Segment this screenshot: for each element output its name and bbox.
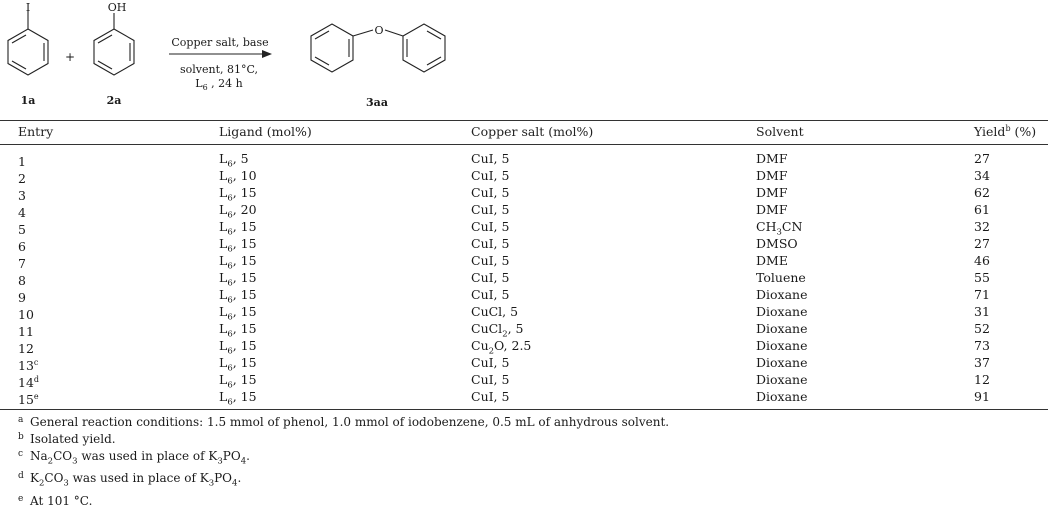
footnote: a General reaction conditions: 1.5 mmol of phenol, 1.0 mmol of iodobenzene, 0.5 mL of anhydrous solvent. xyxy=(18,415,670,429)
hydroxyl-label: OH xyxy=(107,1,127,14)
cell-yield: 73 xyxy=(974,338,990,353)
cell-yield: 34 xyxy=(974,168,990,183)
table-row xyxy=(0,320,1048,340)
cell-ligand: $L_6$, 15 xyxy=(219,355,257,374)
cell-yield: 37 xyxy=(974,355,990,370)
cell-yield: 91 xyxy=(974,389,990,404)
cell-copper-salt: CuCl$_2$, 5 xyxy=(471,321,524,340)
plus-sign: + xyxy=(64,50,76,64)
cell-solvent: Dioxane xyxy=(756,338,808,353)
cell-ligand: $L_6$, 15 xyxy=(219,321,257,340)
footnote: b Isolated yield. xyxy=(18,432,116,446)
cell-yield: 71 xyxy=(974,287,990,302)
conditions-above-arrow: Copper salt, base xyxy=(171,36,269,49)
cell-copper-salt: CuI, 5 xyxy=(471,151,510,166)
table-row xyxy=(0,388,1048,408)
footnote: d $K_2CO_3$ was used in place of $K_3PO_4$. xyxy=(18,471,242,489)
table-row xyxy=(0,303,1048,323)
footnote: e At 101 °C. xyxy=(18,493,93,508)
iodobenzene-structure xyxy=(8,11,48,75)
footnotes xyxy=(18,414,669,510)
table-row xyxy=(0,201,1048,221)
cell-copper-salt: $Cu_2O$, 2.5 xyxy=(471,338,532,357)
cell-entry: 8 xyxy=(18,273,26,289)
cell-entry: 6 xyxy=(18,239,26,255)
cell-entry: 4 xyxy=(18,205,26,221)
cell-entry: 7 xyxy=(18,256,26,272)
cell-copper-salt: CuI, 5 xyxy=(471,236,510,251)
table-row xyxy=(0,269,1048,289)
cell-ligand: $L_6$, 20 xyxy=(219,202,257,221)
cell-entry: 9 xyxy=(18,290,26,306)
table-row xyxy=(0,252,1048,272)
cell-ligand: $L_6$, 5 xyxy=(219,151,249,170)
cell-entry: 3 xyxy=(18,188,26,204)
cell-solvent: Dioxane xyxy=(756,287,808,302)
table-row xyxy=(0,167,1048,187)
ether-oxygen-label: O xyxy=(374,24,384,37)
cell-entry: 1 xyxy=(18,154,26,170)
cell-solvent: DME xyxy=(756,253,788,268)
arrow-head xyxy=(262,50,272,58)
footnote-mark: c xyxy=(18,449,24,459)
compound-label-2a: 2a xyxy=(106,94,122,107)
header-yield: Yield$^b$ (%) xyxy=(974,124,1037,140)
cell-solvent: DMF xyxy=(756,185,788,200)
header-solvent: Solvent xyxy=(756,124,804,139)
footnote-mark: d xyxy=(18,471,24,482)
cell-entry: 13$^c$ xyxy=(18,358,39,374)
cell-copper-salt: CuI, 5 xyxy=(471,389,510,404)
cell-ligand: $L_6$, 15 xyxy=(219,389,257,408)
footnote: c $Na_2CO_3$ was used in place of $K_3PO_4$. xyxy=(18,449,250,467)
compound-label-3aa: 3aa xyxy=(366,96,388,109)
cell-solvent: Dioxane xyxy=(756,389,808,404)
cell-ligand: $L_6$, 15 xyxy=(219,270,257,289)
footnote-mark: b xyxy=(18,432,24,442)
iodo-label: I xyxy=(25,1,31,14)
cell-copper-salt: CuCl, 5 xyxy=(471,304,519,319)
cell-entry: 11 xyxy=(18,324,34,340)
cell-solvent: Dioxane xyxy=(756,304,808,319)
table-top-rule xyxy=(0,120,1048,121)
cell-copper-salt: CuI, 5 xyxy=(471,355,510,370)
reaction-scheme xyxy=(0,0,1048,118)
cell-ligand: $L_6$, 15 xyxy=(219,253,257,272)
cell-ligand: $L_6$, 15 xyxy=(219,372,257,391)
cell-solvent: Dioxane xyxy=(756,321,808,336)
cell-solvent: Toluene xyxy=(756,270,806,285)
cell-ligand: $L_6$, 15 xyxy=(219,287,257,306)
cell-entry: 12 xyxy=(18,341,34,357)
header-entry: Entry xyxy=(18,124,54,139)
conditions-ligand-time: $L_6$ , 24 h xyxy=(195,77,243,92)
footnote-mark: a xyxy=(18,415,24,425)
cell-yield: 27 xyxy=(974,236,990,251)
cell-ligand: $L_6$, 15 xyxy=(219,219,257,238)
cell-yield: 52 xyxy=(974,321,990,336)
cell-ligand: $L_6$, 15 xyxy=(219,236,257,255)
cell-ligand: $L_6$, 10 xyxy=(219,168,257,187)
cell-solvent: $CH_3CN$ xyxy=(756,219,803,238)
cell-solvent: Dioxane xyxy=(756,355,808,370)
table-header-rule xyxy=(0,144,1048,145)
table-row xyxy=(0,337,1048,357)
cell-solvent: Dioxane xyxy=(756,372,808,387)
cell-solvent: DMSO xyxy=(756,236,798,251)
cell-copper-salt: CuI, 5 xyxy=(471,168,510,183)
table-row xyxy=(0,286,1048,306)
cell-solvent: DMF xyxy=(756,151,788,166)
cell-solvent: DMF xyxy=(756,168,788,183)
table-bottom-rule xyxy=(0,409,1048,410)
table-row xyxy=(0,371,1048,391)
footnote-mark: e xyxy=(18,493,24,504)
cell-copper-salt: CuI, 5 xyxy=(471,270,510,285)
cell-ligand: $L_6$, 15 xyxy=(219,304,257,323)
cell-copper-salt: CuI, 5 xyxy=(471,202,510,217)
cell-entry: 5 xyxy=(18,222,26,238)
compound-label-1a: 1a xyxy=(20,94,36,107)
header-copper-salt: Copper salt (mol%) xyxy=(471,124,594,139)
cell-solvent: DMF xyxy=(756,202,788,217)
table-row xyxy=(0,235,1048,255)
cell-yield: 32 xyxy=(974,219,990,234)
header-ligand: Ligand (mol%) xyxy=(219,124,312,139)
table-body xyxy=(0,150,1048,408)
cell-copper-salt: CuI, 5 xyxy=(471,287,510,302)
table-row xyxy=(0,150,1048,170)
cell-yield: 31 xyxy=(974,304,990,319)
cell-copper-salt: CuI, 5 xyxy=(471,219,510,234)
cell-yield: 27 xyxy=(974,151,990,166)
cell-copper-salt: CuI, 5 xyxy=(471,372,510,387)
cell-yield: 12 xyxy=(974,372,990,387)
table-row xyxy=(0,354,1048,374)
cell-yield: 61 xyxy=(974,202,990,217)
cell-entry: 15e xyxy=(18,392,39,408)
cell-copper-salt: CuI, 5 xyxy=(471,185,510,200)
phenol-structure xyxy=(94,13,134,75)
cell-yield: 55 xyxy=(974,270,990,285)
table-row xyxy=(0,184,1048,204)
cell-ligand: $L_6$, 15 xyxy=(219,185,257,204)
table-row xyxy=(0,218,1048,238)
conditions-below-arrow: solvent, 81°C, xyxy=(179,63,259,76)
cell-yield: 62 xyxy=(974,185,990,200)
cell-copper-salt: CuI, 5 xyxy=(471,253,510,268)
cell-yield: 46 xyxy=(974,253,990,268)
cell-ligand: $L_6$, 15 xyxy=(219,338,257,357)
cell-entry: 10 xyxy=(18,307,34,323)
cell-entry: 2 xyxy=(18,171,26,187)
cell-entry: 14$^d$ xyxy=(18,375,40,391)
